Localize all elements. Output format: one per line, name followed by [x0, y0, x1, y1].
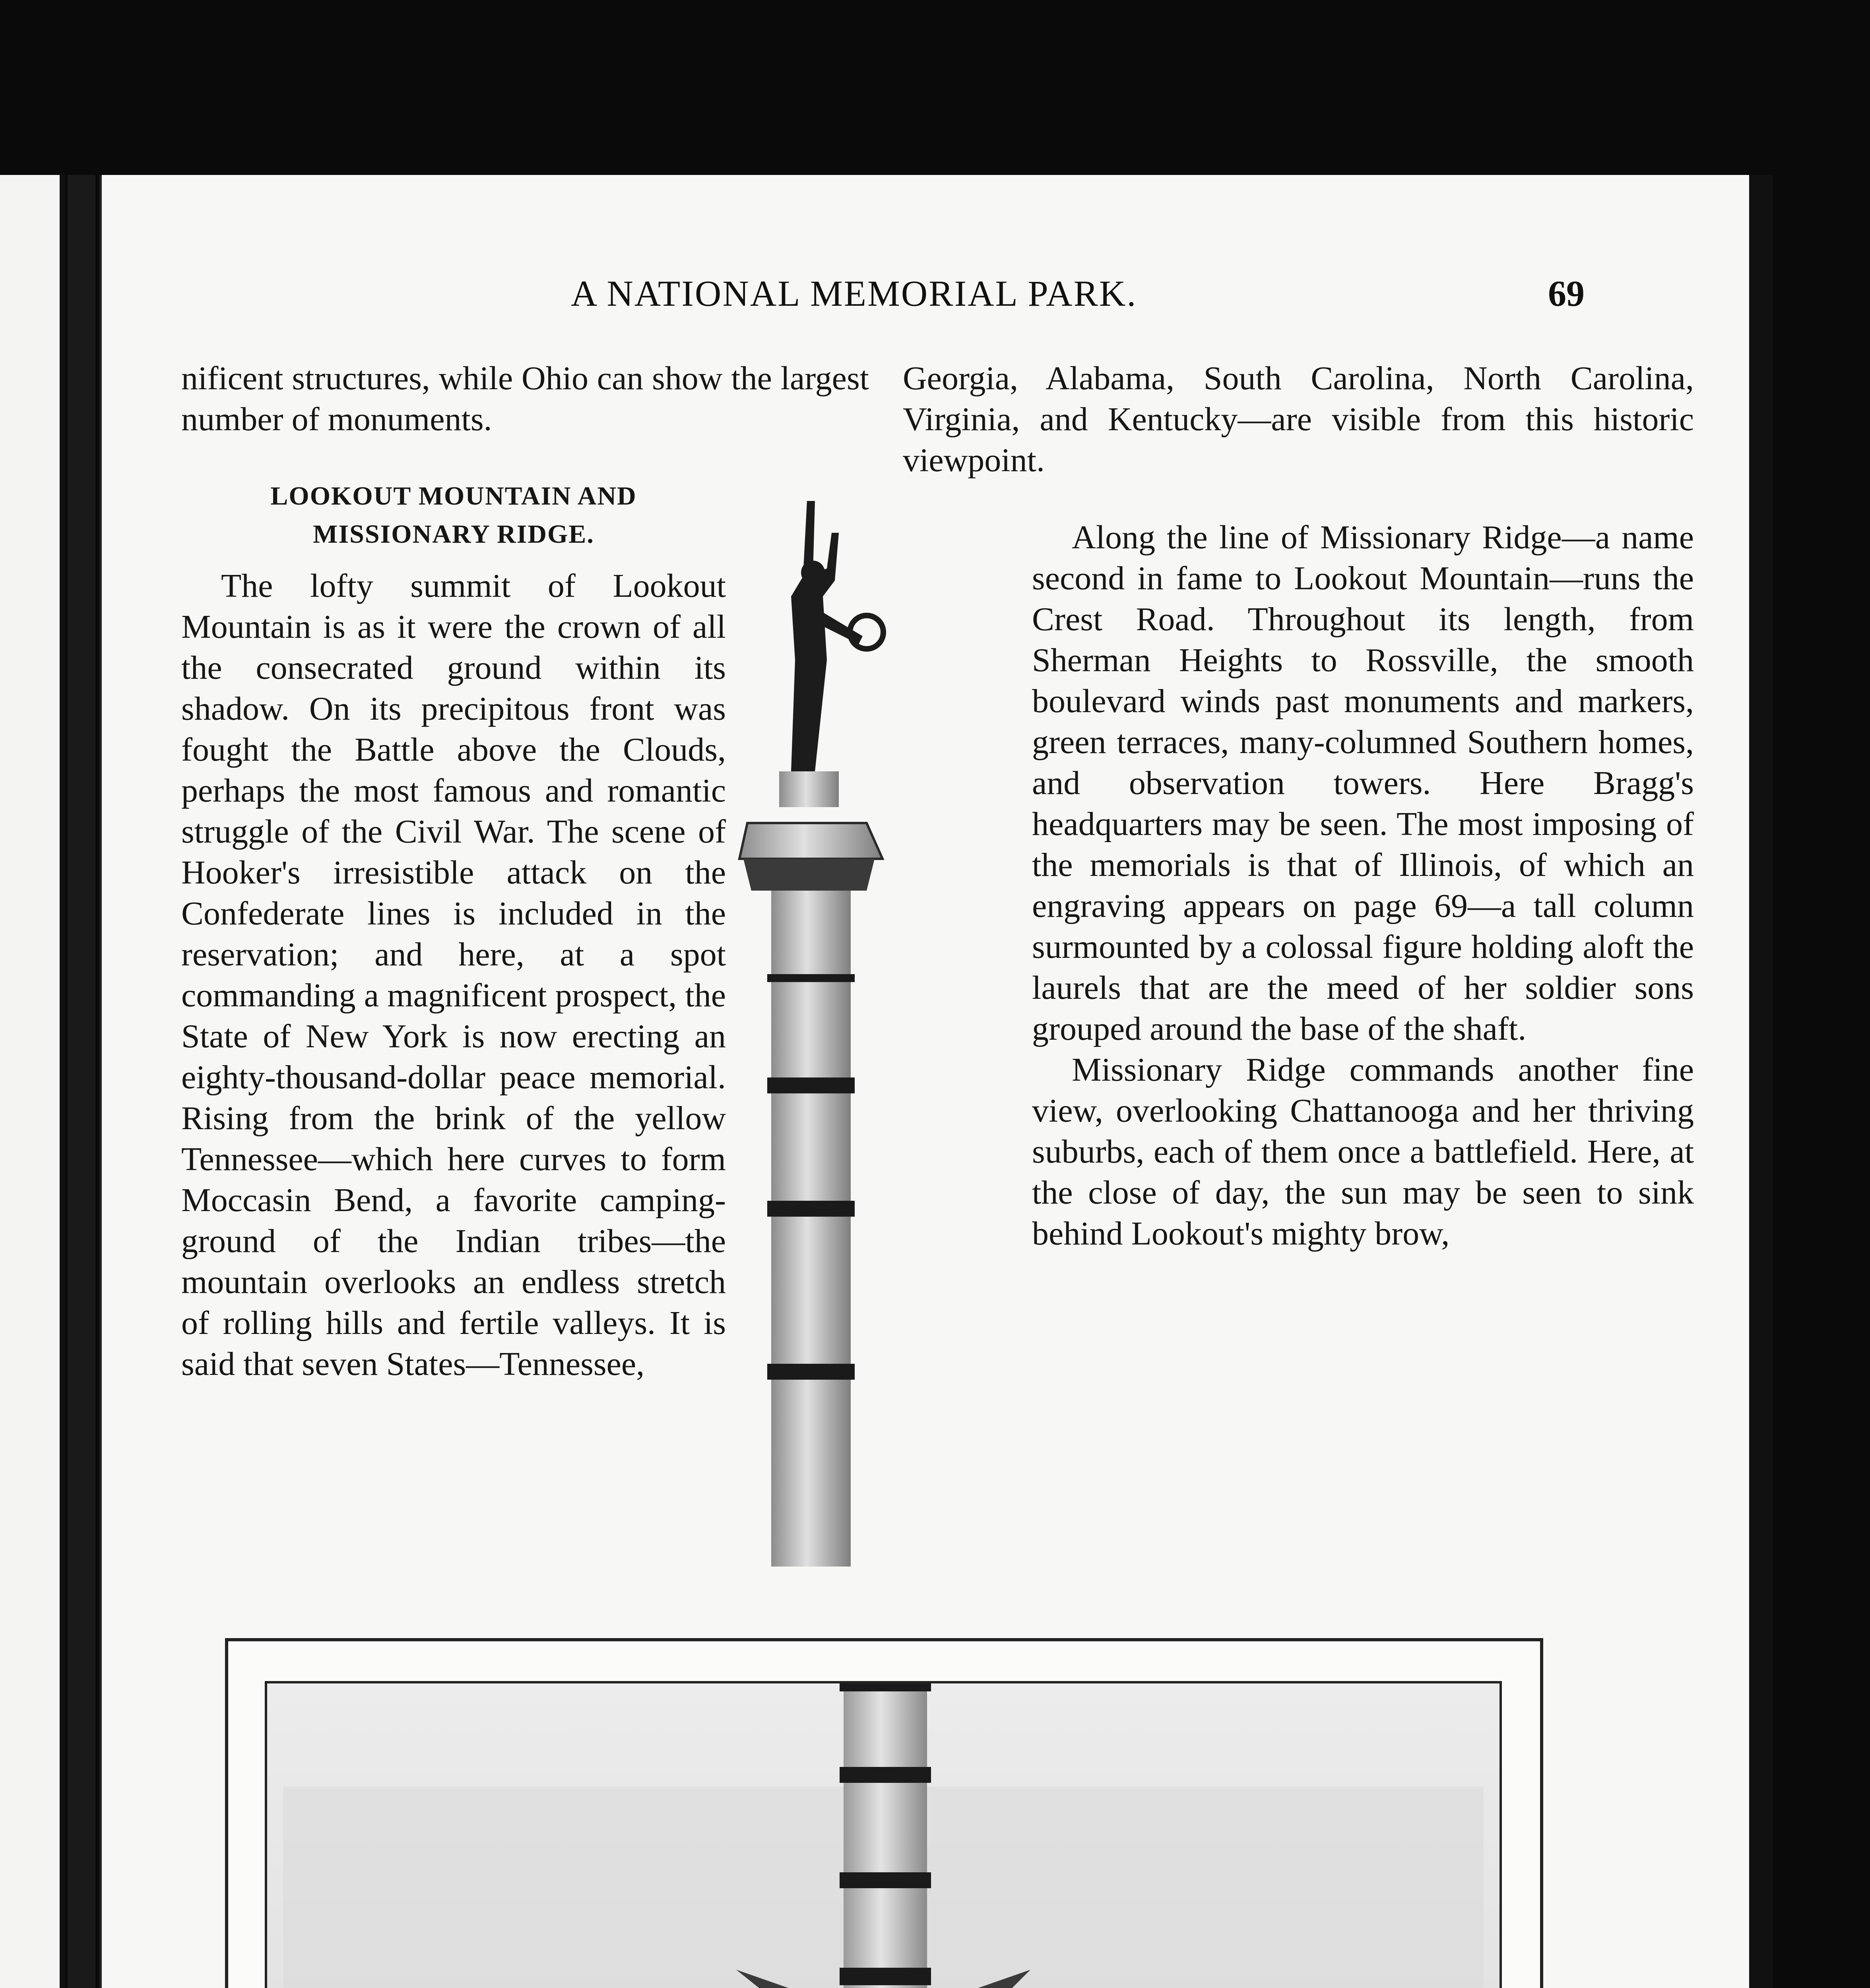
illinois-monument-photo — [265, 1681, 1502, 1988]
right-column — [1032, 517, 1694, 1254]
right-paragraph-2: Missionary Ridge commands another fine view, overlooking Chattanooga and her thriving suburbs, each of them once a battlefield. Here, at the close of day, the sun may be seen to sink behind Lookout's mighty brow, — [1032, 1051, 1694, 1252]
running-title: A NATIONAL MEMORIAL PARK. — [571, 273, 1137, 314]
monument-column-top — [676, 493, 922, 1567]
left-column-opening — [181, 358, 869, 440]
book-gutter — [68, 175, 95, 1988]
previous-page-edge — [0, 175, 65, 1988]
running-head — [102, 272, 1752, 320]
right-opening-text: Georgia, Alabama, South Carolina, North Carolina, Virginia, and Kentucky—are visible from this historic viewpoint. — [903, 360, 1694, 479]
book-page — [99, 175, 1752, 1988]
right-column-opening — [903, 358, 1694, 481]
left-body-paragraph: The lofty summit of Lookout Mountain is as it were the crown of all the consecrated ground within its shadow. On its precipitous front was fought the Battle above the Clouds, perhaps the most famous and romantic struggle of the Civil War. The scene of Hooker's irresistible attack on the Confederate lines is included in the reservation; and here, at a spot commanding a magnificent prospect, the State of New York is now erecting an eighty-thousand-dollar peace memorial. Rising from the brink of the yellow Tennessee—which here curves to form Moccasin Bend, a favorite camping-ground of the Indian tribes—the mountain overlooks an endless stretch of rolling hills and fertile valleys. It is said that seven States—Tennessee, — [181, 567, 726, 1382]
right-paragraph-1: Along the line of Missionary Ridge—a name second in fame to Lookout Mountain—runs the Crest Road. Throughout its length, from Sherman Heights to Rossville, the smooth boulevard winds past monuments and markers, green terraces, many-columned Southern homes, and observation towers. Here Bragg's headquarters may be seen. The most imposing of the memorials is that of Illinois, of which an engraving appears on page 69—a tall column surmounted by a colossal figure holding aloft the laurels that are the meed of her soldier sons grouped around the base of the shaft. — [1032, 519, 1694, 1047]
photo-frame — [225, 1638, 1543, 1988]
page-right-edge — [1749, 175, 1773, 1988]
statue-figure — [791, 501, 883, 771]
opening-text: nificent structures, while Ohio can show the largest number of monuments. — [181, 360, 869, 438]
section-heading: LOOKOUT MOUNTAIN AND MISSIONARY RIDGE. — [270, 481, 637, 549]
page-number: 69 — [1548, 273, 1585, 314]
left-column — [181, 477, 726, 1384]
